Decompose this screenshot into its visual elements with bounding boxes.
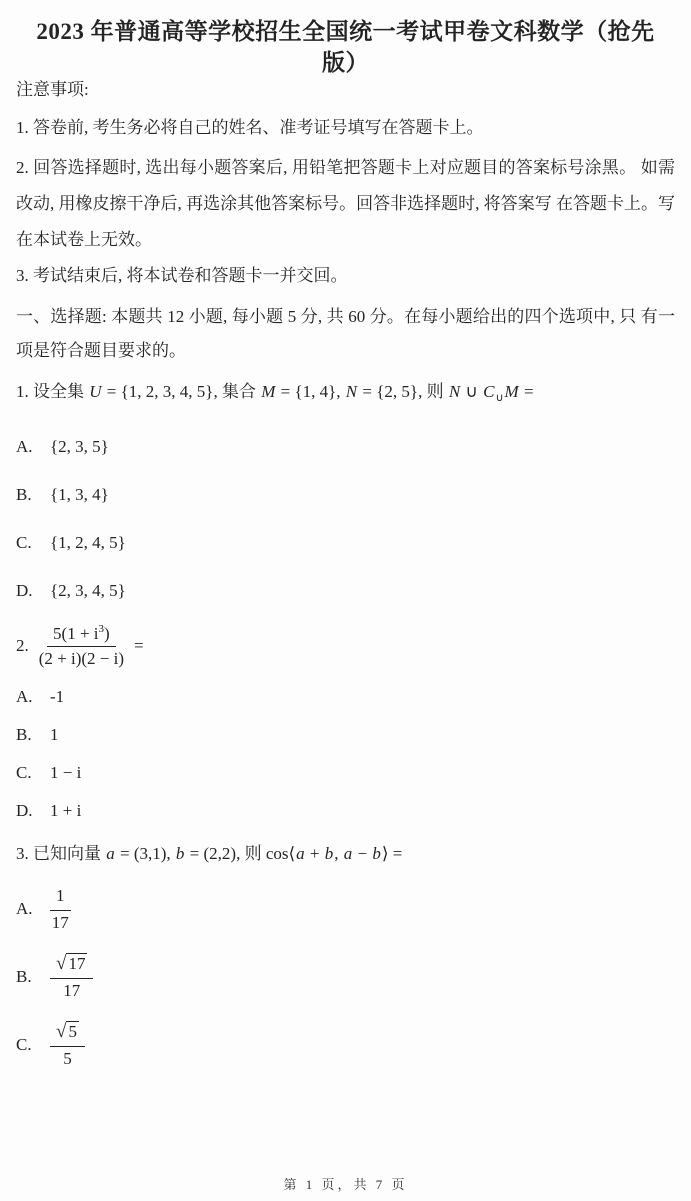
notice-item-2: 2. 回答选择题时, 选出每小题答案后, 用铅笔把答题卡上对应题目的答案标号涂黑。 如需改动, 用橡皮擦干净后, 再选涂其他答案标号。回答非选择题时, 将答案写 在答题卡上。写在本试卷上无效。 [16, 158, 675, 250]
option-label: B. [16, 966, 32, 986]
fraction [39, 622, 124, 670]
numerator-value: 17 [68, 954, 86, 974]
question-3-option-c [16, 1020, 675, 1070]
option-value: 1 − i [50, 763, 82, 783]
question-2-option-c [16, 762, 675, 784]
question-number: 2. [16, 636, 29, 656]
fraction-denominator: 17 [63, 980, 81, 1000]
equals-sign: = [134, 636, 144, 656]
question-1-option-b [16, 484, 675, 506]
text-segment: = {1, 4}, [276, 382, 345, 402]
notice-heading: 注意事项: [16, 80, 89, 100]
text-segment: 1. 设全集 [16, 382, 89, 402]
option-label: A. [16, 899, 33, 919]
text-segment: b [324, 844, 334, 864]
option-label: B. [16, 725, 32, 745]
question-1-option-a [16, 436, 675, 458]
fraction-numerator [50, 884, 71, 911]
text-segment: ⟩ = [381, 844, 403, 864]
numerator-value: 5 [68, 1021, 77, 1041]
option-label: C. [16, 533, 32, 553]
option-value: 1 [50, 725, 59, 745]
text-segment: N [448, 382, 461, 402]
fraction-numerator [50, 1020, 85, 1047]
text-segment: ⟨ [288, 844, 296, 864]
option-value: {1, 2, 4, 5} [50, 533, 126, 553]
sqrt-symbol: √ [56, 953, 67, 975]
text-segment: M [261, 382, 276, 402]
question-1-options [16, 436, 675, 602]
fraction [50, 1020, 85, 1070]
option-label: D. [16, 801, 33, 821]
text-segment: b [175, 844, 185, 864]
question-2-option-b [16, 724, 675, 746]
option-value: 1 + i [50, 801, 82, 821]
question-3-options [16, 884, 675, 1069]
text-segment: cos [265, 844, 289, 864]
fraction-numerator [47, 622, 116, 647]
option-label: C. [16, 763, 32, 783]
question-2-options [16, 686, 675, 822]
question-3-option-b [16, 952, 675, 1002]
text-segment: N [345, 382, 358, 402]
text-segment: M [504, 382, 519, 402]
option-value: -1 [50, 687, 65, 707]
text-segment: = {2, 5} [358, 382, 419, 402]
text-segment: ∪ [495, 392, 504, 405]
text-segment: C [483, 382, 495, 402]
page-footer: 第 1 页，共 7 页 [283, 1177, 408, 1192]
sqrt-symbol: √ [56, 1020, 67, 1042]
text-segment: = (2,2) [185, 844, 237, 864]
text-segment: = (3,1), [115, 844, 175, 864]
option-label: C. [16, 1034, 32, 1054]
question-2-option-d [16, 800, 675, 822]
text-segment: , 则 [418, 382, 448, 402]
option-value: {1, 3, 4} [50, 485, 109, 505]
section-heading: 一、选择题: 本题共 12 小题, 每小题 5 分, 共 60 分。在每小题给出的四个选项中, 只 有一项是符合题目要求的。 [16, 307, 675, 361]
question-1-stem [16, 380, 675, 410]
question-2-option-a [16, 686, 675, 708]
text-segment: ) [104, 624, 110, 644]
fraction-numerator [50, 952, 93, 979]
question-1-option-d [16, 580, 675, 602]
fraction-denominator: (2 + i)(2 − i) [38, 649, 125, 669]
option-label: A. [16, 687, 33, 707]
text-segment: , 则 [236, 844, 266, 864]
option-label: B. [16, 485, 32, 505]
option-value: {2, 3, 5} [50, 437, 109, 457]
text-segment: a [106, 844, 115, 864]
text-segment: a [343, 844, 353, 864]
fraction [50, 952, 93, 1002]
option-label: A. [16, 437, 33, 457]
question-2-stem [16, 622, 675, 670]
fraction-denominator: 17 [51, 912, 69, 932]
text-segment: 5(1 + i [53, 624, 99, 644]
notice-item-3: 3. 考试结束后, 将本试卷和答题卡一并交回。 [16, 266, 348, 286]
text-segment: , [334, 844, 343, 864]
option-label: D. [16, 581, 33, 601]
text-segment: 3 [98, 623, 105, 636]
text-segment: U [89, 382, 102, 402]
text-segment: = {1, 2, 3, 4, 5} [102, 382, 214, 402]
question-3-stem [16, 842, 675, 866]
text-segment: − [353, 844, 372, 864]
text-segment: b [372, 844, 381, 864]
text-segment: = [519, 382, 534, 402]
option-value: {2, 3, 4, 5} [50, 581, 126, 601]
text-segment: ∪ [461, 382, 483, 402]
text-segment: + [305, 844, 324, 864]
notice-item-1: 1. 答卷前, 考生务必将自己的姓名、准考证号填写在答题卡上。 [16, 118, 484, 138]
page-title: 2023 年普通高等学校招生全国统一考试甲卷文科数学（抢先版） [36, 19, 655, 76]
fraction [50, 884, 71, 934]
numerator-value: 1 [56, 886, 65, 906]
text-segment: a [296, 844, 305, 864]
fraction-denominator: 5 [63, 1048, 72, 1068]
question-1-option-c [16, 532, 675, 554]
text-segment: 3. 已知向量 [16, 844, 106, 864]
text-segment: , 集合 [213, 382, 261, 402]
question-3-option-a [16, 884, 675, 934]
